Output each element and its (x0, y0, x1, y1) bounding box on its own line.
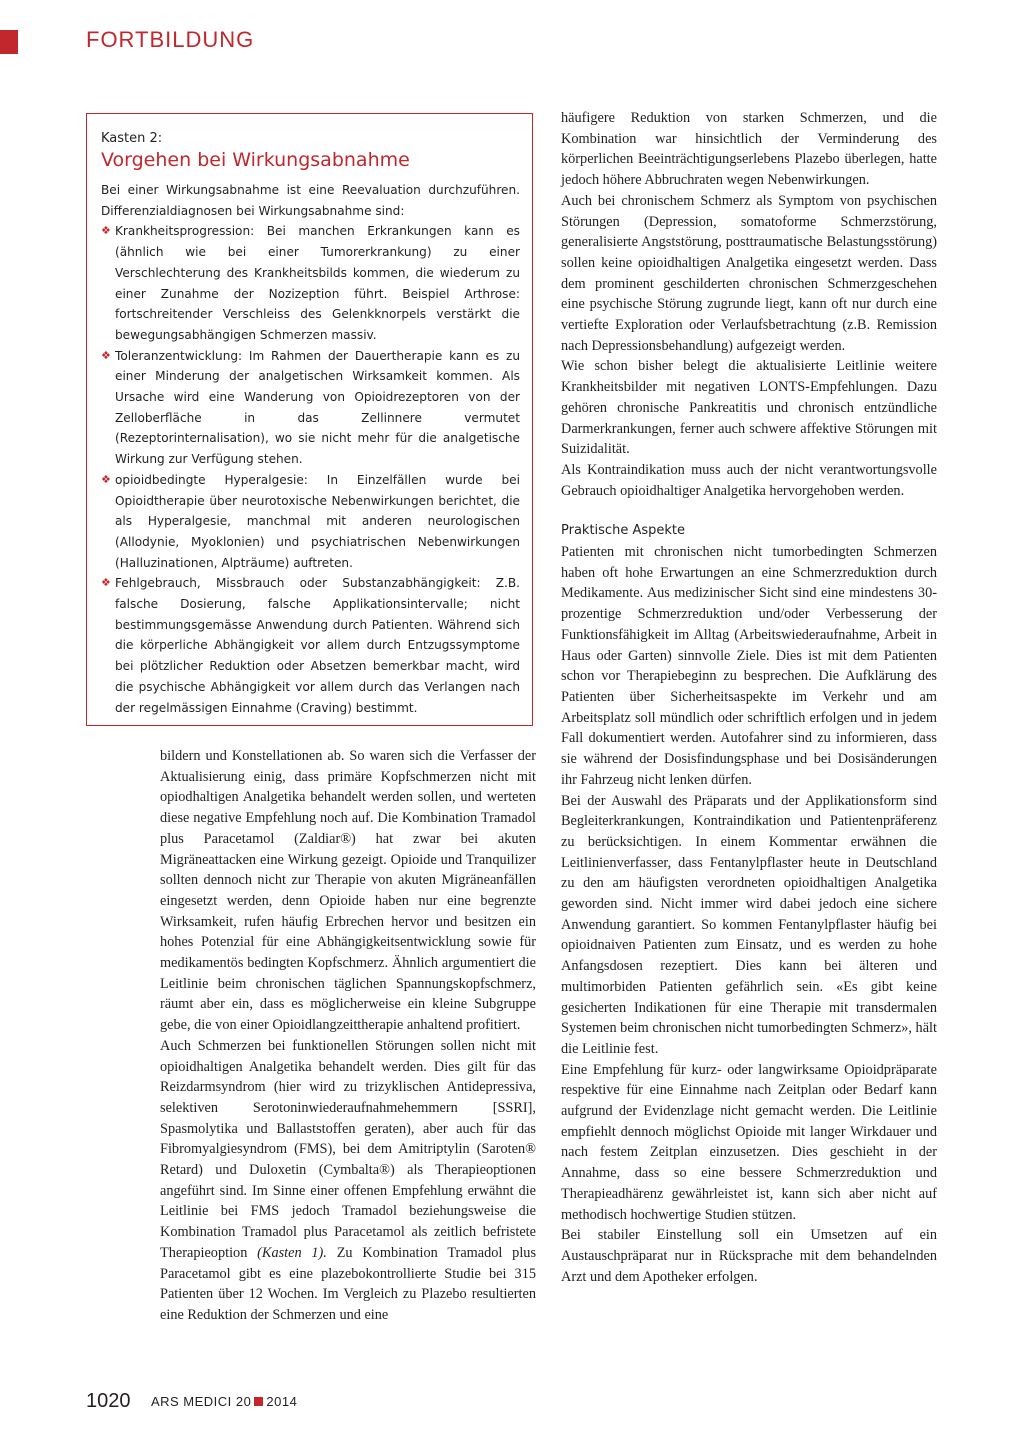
page-number: 1020 (86, 1390, 131, 1412)
box-intro: Bei einer Wirkungsabnahme ist eine Reevaluation durchzuführen. Differenzialdiagnosen bei Wirkungsabnahme sind: (101, 183, 520, 218)
diamond-bullet-icon: ❖ (101, 576, 111, 590)
paragraph: Auch bei chronischem Schmerz als Symptom von psychischen Störungen (Depression, somatoforme Schmerzstörung, generalisierte Angststörung, posttraumatische Belastungsstörung) sollen keine opioidhaltigen Analgetika eingesetzt werden. Dass dem prominent geschilderten chronischen Schmerzgeschehen eine psychische Störung zugrunde liegt, kann oft nur durch eine vertiefte Exploration oder Verlaufsbetrachtung (z.B. Remission nach Depressionsbehandlung) aufgezeigt werden. (561, 192, 937, 354)
box-item-toleranzentwicklung: ❖ Toleranzentwicklung: Im Rahmen der Dauertherapie kann es zu einer Minderung der analgetischen Wirksamkeit kommen. Als Ursache wird eine Wanderung von Opioidrezeptoren von der Zelloberfläche in das Zellinnere vermutet (Rezeptorinternalisation), wo sie nicht mehr für die analgetische Wirkung zur Verfügung stehen. (101, 346, 520, 470)
box-reference: (Kasten 1). (257, 1244, 327, 1261)
paragraph: Eine Empfehlung für kurz- oder langwirksame Opioidpräparate respektive für eine Einnahme nach Zeitplan oder Bedarf kann aufgrund der Evidenzlage nicht gemacht werden. Die Leitlinie empfiehlt dennoch möglichst Opioide mit langer Wirkdauer und nach festem Zeitplan einzusetzen. Dies geschieht in der Annahme, dass so eine bessere Schmerzreduktion und Therapieadhärenz gewährleistet ist, kann sich aber nicht auf methodisch hochwertige Studien stützen. (561, 1061, 937, 1223)
paragraph: Auch Schmerzen bei funktionellen Störungen sollen nicht mit opioidhaltigen Analgetika behandelt werden. Dies gilt für das Reizdarmsyndrom (hier wird zu trizyklischen Antidepressiva, selektiven Serotoninwiederaufnahmehemmern [SSRI], Spasmolytika und Ballaststoffen geraten), aber auch für das Fibromyalgiesyndrom (FMS), bei dem Amitriptylin (Saroten® Retard) und Duloxetin (Cymbalta®) als Therapieoptionen angeführt sind. Im Sinne einer offenen Empfehlung erwähnt die Leitlinie bei FMS jedoch Tramadol beziehungsweise die Kombination Tramadol plus Paracetamol als zeitlich befristete Therapieoption (Kasten 1). Zu Kombination Tramadol plus Paracetamol gibt es eine plazebokontrollierte Studie bei 315 Patienten über 12 Wochen. Im Vergleich zu Plazebo resultierten eine Reduktion der Schmerzen und eine (160, 1037, 537, 1323)
paragraph: bildern und Konstellationen ab. So waren sich die Verfasser der Aktualisierung einig, dass primäre Kopfschmerzen nicht mit opiodhaltigen Analgetika behandelt werden sollen, und werteten diese negative Empfehlung noch auf. Die Kombination Tramadol plus Paracetamol (Zaldiar®) hat zwar bei akuten Migräneattacken eine Wirkung gezeigt. Opioide und Tranquilizer sollten dennoch nicht zur Therapie von akuten Migräneanfällen eingesetzt werden, denn Opioide haben nur eine begrenzte Wirksamkeit, rufen häufig Erbrechen hervor und besitzen ein hohes Potenzial für eine Abhängigkeitsentwicklung sowie für medikamentös bedingten Kopfschmerz. Ähnlich argumentiert die Leitlinie beim chronischen täglichen Spannungskopfschmerz, räumt aber ein, dass es möglicherweise ein kleine Subgruppe gebe, die von einer Opioidlangzeittherapie anhaltend profitiert. (160, 748, 536, 1034)
info-box-kasten-2 (86, 113, 533, 726)
box-item-krankheitsprogression: ❖ Krankheitsprogression: Bei manchen Erkrankungen kann es (ähnlich wie bei einer Tumorerkrankung) zu einer Verschlechterung des Krankheitsbilds kommen, die wiederum zu einer Zunahme der Nozizeption führt. Beispiel Arthrose: fortschreitender Verschleiss des Gelenkknorpels verstärkt die bewegungsabhängigen Schmerzen massiv. (101, 221, 520, 345)
paragraph: Bei der Auswahl des Präparats und der Applikationsform sind Begleiterkrankungen, Kontraindikation und Patientenpräferenz zu berücksichtigen. In einem Kommentar erwähnen die Leitlinienverfasser, dass Fentanylpflaster heute in Deutschland zu den am häufigsten verordneten opioidhaltigen Analgetika geworden sind. Nicht immer wird dabei jedoch eine sichere Anwendung garantiert. So kommen Fentanylpflaster häufig bei opioidnaiven Patienten zum Einsatz, und es werden zu hohe Anfangsdosen rezeptiert. Dies kann bei älteren und multimorbiden Patienten gefährlich sein. «Es gibt keine gesicherten Indikationen für eine Therapie mit transdermalen Systemen beim chronischen nicht tumorbedingten Schmerz», hält die Leitlinie fest. (561, 792, 937, 1057)
paragraph: Patienten mit chronischen nicht tumorbedingten Schmerzen haben oft hohe Erwartungen an eine Schmerzreduktion durch Medikamente. Aus medizinischer Sicht sind eine mindestens 30-prozentige Schmerzreduktion und/oder Verbesserung der Funktionsfähigkeit im Alltag (Arbeitswiederaufnahme, Arbeit in Haus oder Garten) sinnvolle Ziele. Dies ist mit dem Patienten schon vor Therapiebeginn zu besprechen. Die Aufklärung des Patienten über Sicherheitsaspekte im Verkehr und am Arbeitsplatz soll mündlich oder schriftlich erfolgen und in jedem Fall dokumentiert werden. Autofahrer sind zu informieren, dass sie während der Dosisfindungsphase und bei Dosisänderungen ihr Fahrzeug nicht lenken dürfen. (561, 544, 937, 788)
right-text-column (561, 108, 937, 1287)
box-bullet-list (101, 221, 520, 718)
box-item-fehlgebrauch: ❖ Fehlgebrauch, Missbrauch oder Substanzabhängigkeit: Z.B. falsche Dosierung, falsche Applikationsintervalle; nicht bestimmungsgemässe Anwendung durch Patienten. Während sich die körperliche Abhängigkeit vor allem durch Entzugssymptome bei plötzlicher Reduktion oder Absetzen bemerkbar macht, wird die psychische Abhängigkeit vor allem durch das Verlangen nach der regelmässigen Einnahme (Craving) bestimmt. (101, 573, 520, 718)
paragraph: häufigere Reduktion von starken Schmerzen, und die Kombination war hinsichtlich der Verminderung des körperlichen Beeinträchtigungserlebens Plazebo überlegen, hatte jedoch höhere Abbruchraten wegen Nebenwirkungen. (561, 110, 937, 189)
diamond-bullet-icon: ❖ (101, 348, 111, 362)
paragraph: Als Kontraindikation muss auch der nicht verantwortungsvolle Gebrauch opioidhaltiger Analgetika hervorgehoben werden. (561, 461, 937, 499)
page-footer (86, 1390, 297, 1413)
journal-year: 2014 (266, 1394, 298, 1409)
paragraph: Bei stabiler Einstellung soll ein Umsetzen auf ein Austauschpräparat nur in Rücksprache mit dem behandelnden Arzt und dem Apotheker erfolgen. (561, 1227, 937, 1285)
diamond-bullet-icon: ❖ (101, 224, 111, 238)
box-title: Vorgehen bei Wirkungsabnahme (101, 149, 410, 171)
red-square-icon (254, 1397, 263, 1406)
subheading-praktische-aspekte: Praktische Aspekte (561, 523, 685, 539)
left-text-column (160, 746, 536, 1326)
paragraph: Wie schon bisher belegt die aktualisierte Leitlinie weitere Krankheitsbilder mit negativen LONTS-Empfehlungen. Dazu gehören chronische Pankreatitis und chronisch entzündliche Darmerkrankungen, ferner auch schwere affektive Störungen mit Suizidalität. (561, 358, 937, 458)
journal-name: ARS MEDICI 20 (150, 1394, 252, 1409)
diamond-bullet-icon: ❖ (101, 472, 111, 486)
section-heading: FORTBILDUNG (86, 27, 255, 52)
section-color-marker (0, 30, 18, 54)
box-item-hyperalgesie: ❖ opioidbedingte Hyperalgesie: In Einzelfällen wurde bei Opioidtherapie über neurotoxische Nebenwirkungen berichtet, die als Hyperalgesie, manchmal mit anderen neurologischen (Allodynie, Myoklonien) und psychiatrischen Nebenwirkungen (Halluzinationen, Alpträume) auftreten. (101, 470, 520, 574)
box-label: Kasten 2: (101, 131, 163, 146)
